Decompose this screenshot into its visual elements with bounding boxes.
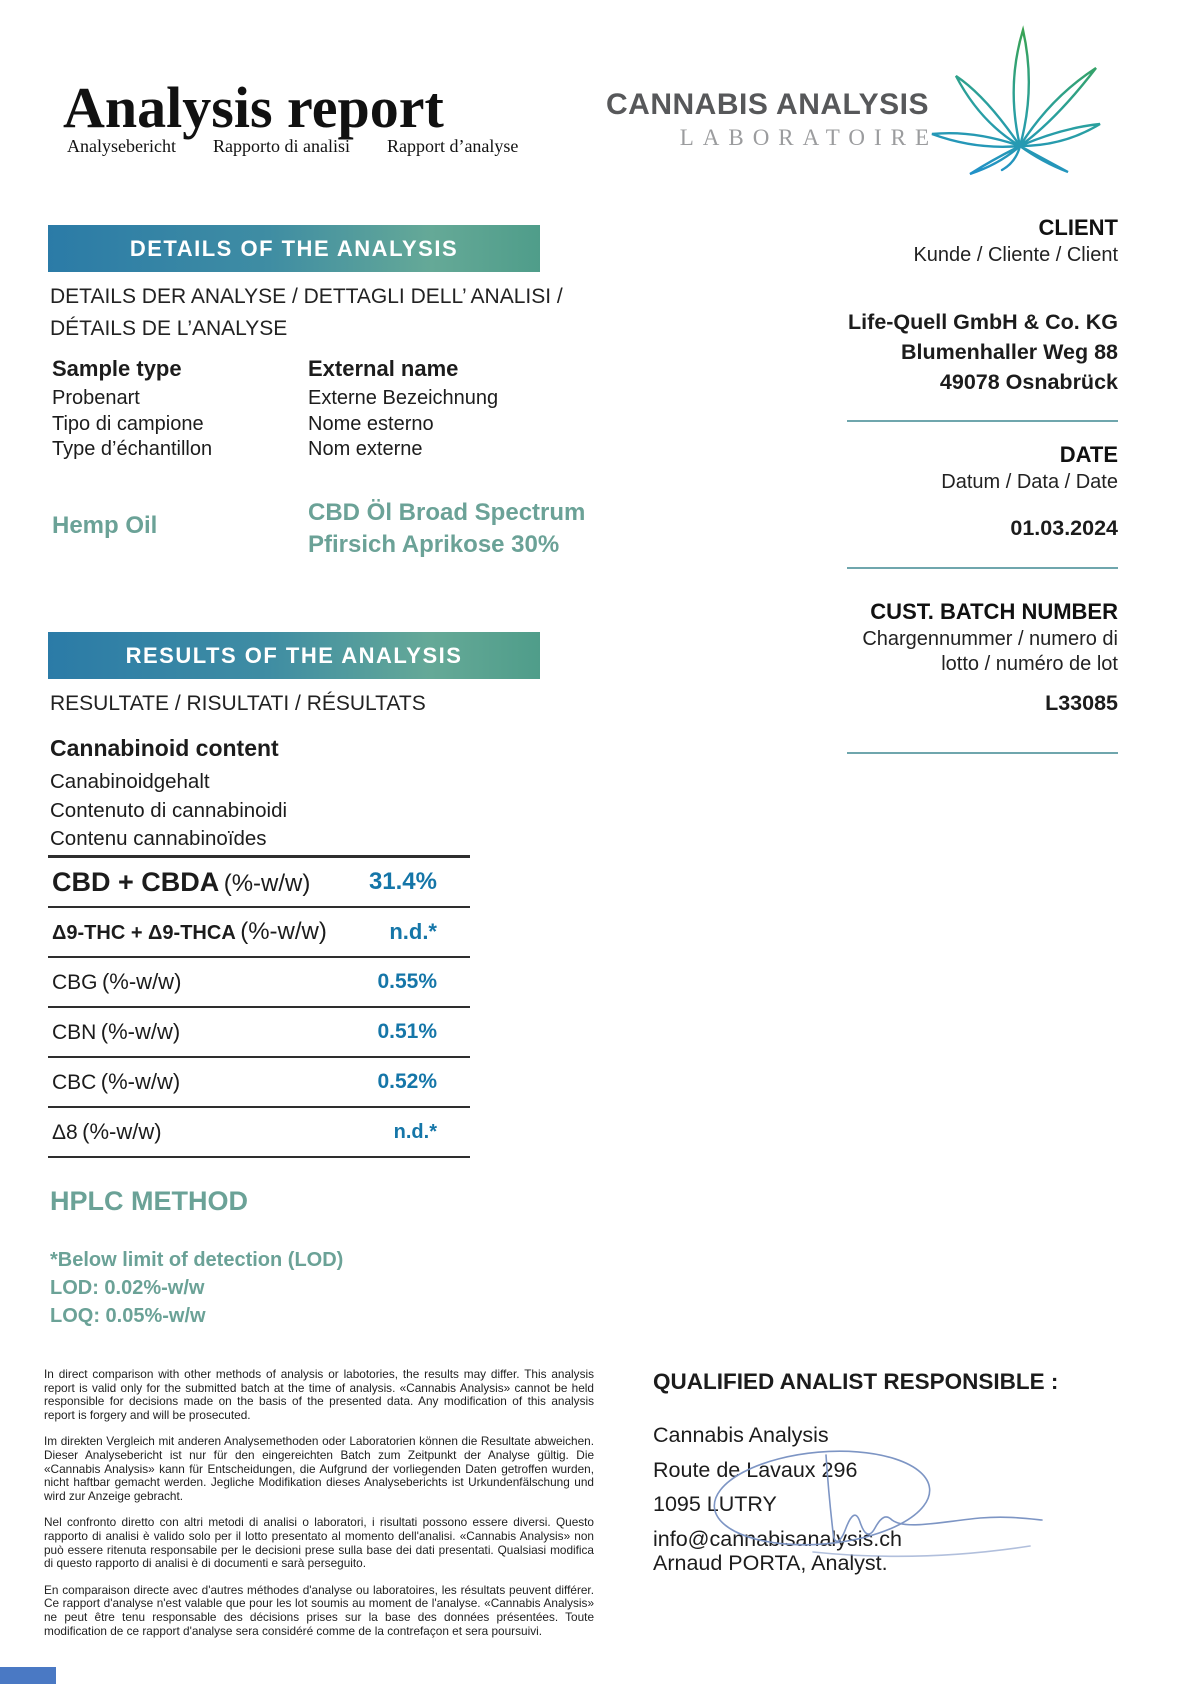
disclaimer-de: Im direkten Vergleich mit anderen Analysemethoden oder Laboratorien können die Resultate abweichen. Dieser Analysebericht ist nur für den eingereichten Batch zum Zeitpunkt der Analyse gültig. Die «Cannabis Analysis» kann für Entscheidungen, die Aufgrund der vorliegenden Daten getroffen wurden, nicht haftbar gemacht werden. Jegliche Modifikation dieses Analyseberichts ist Urkundenfälschung und wird zur Anzeige gebracht. [44,1434,594,1503]
analyst-signature-name: Arnaud PORTA, Analyst. [653,1551,888,1575]
date-subheading: Datum / Data / Date [941,471,1118,493]
results-banner-translations: RESULTATE / RISULTATI / RÉSULTATS [50,692,426,715]
client-heading: CLIENT [1038,215,1118,240]
analyst-email: info@cannabisanalysis.ch [653,1526,902,1551]
external-name-label: External name [308,356,459,381]
details-banner: DETAILS OF THE ANALYSIS [48,225,540,272]
compound-label: Δ9-THC + Δ9-THCA (%-w/w) [52,918,327,945]
external-name-value: CBD Öl Broad Spectrum Pfirsich Aprikose 30% [308,499,586,558]
results-table [48,855,470,1158]
title-translation-fr: Rapport d’analyse [386,136,519,156]
title-translation-de: Analysebericht [67,136,176,156]
page-title: Analysis report [63,75,444,140]
result-value: 0.52% [377,1070,437,1093]
sample-type-value: Hemp Oil [52,512,158,539]
lab-logo [545,88,938,151]
cannabinoid-content-translations: Canabinoidgehalt Contenuto di cannabinoidi Contenu cannabinoïdes [50,770,288,850]
lod-value: LOD: 0.02%-w/w [50,1277,205,1299]
compound-label: CBG (%-w/w) [52,969,182,994]
table-row [48,1108,470,1156]
sample-type-translations: Probenart Tipo di campione Type d’échantillon [52,387,213,460]
lab-logo-name: CANNABIS ANALYSIS [606,88,929,121]
results-banner: RESULTS OF THE ANALYSIS [48,632,540,679]
batch-subheading: Chargennummer / numero di lotto / numéro de lot [862,628,1118,675]
client-address [847,307,1118,397]
table-row [48,1008,470,1056]
cannabis-leaf-icon [928,24,1106,178]
title-translation-it: Rapporto di analisi [212,136,350,156]
compound-label: CBC (%-w/w) [52,1069,181,1094]
disclaimer-en: In direct comparison with other methods of analysis or labotories, the results may differ. This analysis report is valid only for the submitted batch at the time of analysis. «Cannabis Analysis» cannot be held responsible for decisions made on the basis of the presented data. Any modification of this analysis report is forgery and will be prosecuted. [44,1367,594,1422]
result-value: n.d.* [393,1120,437,1143]
signature-scribble [700,1440,1080,1565]
compound-label: Δ8 (%-w/w) [52,1119,162,1144]
method-title: HPLC METHOD [50,1186,248,1216]
disclaimer-fr: En comparaison directe avec d'autres méthodes d'analyse ou laboratoires, les résultats peuvent différer. Ce rapport d'analyse n'est valable que pour les lot soumis au moment de l'analyse. «Cannabis Analysis» ne peut être tenu responsable des décisions prises sur la base des données présentées. Toute modification de ce rapport d'analyse sera considéré comme de la contrefaçon et sera poursuivi. [44,1582,594,1638]
analyst-city: 1095 LUTRY [653,1492,777,1516]
disclaimer-it: Nel confronto diretto con altri metodi di analisi o laboratori, i risultati possono essere diversi. Questo rapporto di analisi è valido solo per il lotto presentato al momento dell'analisi. «Cannabis Analysis» non può essere ritenuta responsabile per le decisioni prese sulla base dei dati presentati. Qualsiasi modifica di questo rapporto di analisi è di documenti e sarà perseguito. [44,1515,594,1571]
client-city: 49078 Osnabrück [939,370,1118,394]
analyst-company: Cannabis Analysis [653,1423,829,1447]
details-banner-translations: DETAILS DER ANALYSE / DETTAGLI DELL’ ANALISI / DÉTAILS DE L’ANALYSE [50,285,563,340]
client-street: Blumenhaller Weg 88 [900,340,1118,364]
cannabinoid-content-title: Cannabinoid content [50,735,279,761]
analyst-street: Route de Lavaux 296 [653,1457,858,1482]
divider [847,752,1118,754]
table-row [48,1058,470,1106]
table-row [48,908,470,956]
result-value: 0.51% [377,1020,437,1043]
sample-type-label: Sample type [52,356,182,381]
analyst-heading: QUALIFIED ANALIST RESPONSIBLE : [653,1369,1059,1394]
result-value: 0.55% [377,970,437,993]
client-subheading: Kunde / Cliente / Client [913,244,1118,266]
lod-title: *Below limit of detection (LOD) [50,1249,344,1271]
table-row [48,858,470,906]
divider [847,567,1118,569]
lod-note [50,1246,343,1330]
table-border [48,1156,470,1158]
date-heading: DATE [1059,442,1118,467]
client-name: Life-Quell GmbH & Co. KG [848,310,1118,334]
result-value: n.d.* [389,919,437,944]
batch-heading: CUST. BATCH NUMBER [870,599,1118,624]
divider [847,420,1118,422]
date-value: 01.03.2024 [1010,516,1118,540]
compound-label: CBD + CBDA (%-w/w) [52,866,311,897]
loq-value: LOQ: 0.05%-w/w [50,1305,206,1327]
table-row [48,958,470,1006]
external-name-translations: Externe Bezeichnung Nome esterno Nom externe [308,387,499,460]
page-corner-mark [0,1667,56,1684]
result-value: 31.4% [368,868,437,895]
disclaimer [44,1368,594,1651]
lab-logo-subname: LABORATOIRE [679,125,938,150]
compound-label: CBN (%-w/w) [52,1019,181,1044]
batch-value: L33085 [1045,691,1118,715]
info-panel [847,215,1118,754]
page-title-translations [67,136,518,157]
